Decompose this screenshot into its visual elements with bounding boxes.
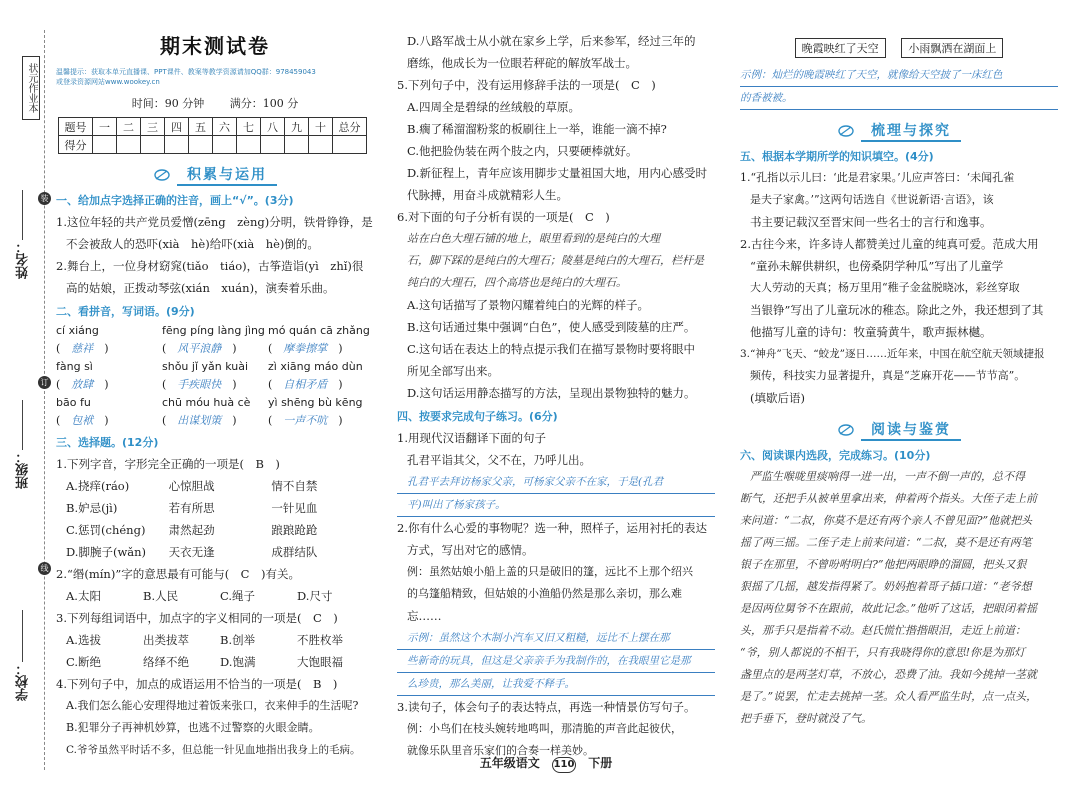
- exam-meta: 时间：90 分钟 满分：100 分: [131, 97, 299, 110]
- answer-line[interactable]: 些新奇的玩具，但这是父亲亲手为我制作的，在我眼里它是那: [397, 650, 715, 673]
- class-label: 班级：: [16, 450, 31, 489]
- bind-mark-1: 装: [38, 192, 51, 205]
- column-middle: D.八路军战士从小就在家乡上学，后来参军，经过三年的 磨练，他成长为一位眼若秤砣的解放军战士。 5.下列句子中，没有运用修辞手法的一项是( C ) A.四周全是碧绿的丝绒般的草原。 B.瘸了稀溜溜粉浆的板刷往上一举，谁能一滴不掉? C.他把脸伪装在两个肢之内，只要硬棒就好。 D.新征程上，青年应该用脚步丈量祖国大地，用内心感受时 代脉搏，用奋斗成就精彩人生。 6.对下面的句子分析有误的一项是( C ) 站在白色大理石铺的地上，眼里看到的是纯白的大理 石，脚下踩的是纯白的大理石；陵墓是纯白的大理石，栏杆是 纯白的大理石，四个高塔也是纯白的大理石。 A.这句话描写了景物闪耀着纯白的光辉的样子。 B.这句话通过集中强调“白色”，使人感受到陵墓的庄严。 C.这句话在表达上的特点提示我们在描写景物时要将眼中 所见全部写出来。 D.这句话运用静态描写的方法，呈现出景物独特的魅力。 四、按要求完成句子练习。(6分) 1.用现代汉语翻译下面的句子 孔君平诣其父，父不在，乃呼儿出。 孔君平去拜访杨家父亲，可杨家父亲不在家，于是(孔君 平)叫出了杨家孩子。 2.你有什么心爱的事物呢？选一种，照样子，运用衬托的表达 方式，写出对它的感情。 例：虽然姑娘小船上盖的只是破旧的篷，远比不上那个绍兴 的乌篷船精致，但姑娘的小渔船仍然是那么亲切，那么难 忘…… 示例：虽然这个木制小汽车又旧又粗糙，远比不上摆在那 些新奇的玩具，但这是父亲亲手为我制作的，在我眼里它是那 么珍贵，那么美丽，让我爱不释手。 3.读句子，体会句子的表达特点，再选一种情景仿写句子。 例：小鸟们在枝头婉转地鸣叫，那清脆的声音此起彼伏， 就像乐队里音乐家们的合奏一样美妙。: [397, 30, 715, 762]
- score-table: [58, 117, 367, 154]
- section-banner-1: 积累与运用: [56, 164, 374, 186]
- bind-mark-2: 订: [38, 376, 51, 389]
- answer-line[interactable]: 么珍贵，那么美丽，让我爱不释手。: [397, 673, 715, 696]
- part5-heading: 五、根据本学期所学的知识填空。(4分): [740, 150, 934, 163]
- binding-margin: [0, 0, 50, 789]
- answer-line[interactable]: 示例：灿烂的晚霞映红了天空，就像给天空披了一床红色: [740, 64, 1058, 87]
- part2-heading: 二、看拼音，写词语。(9分): [56, 305, 195, 318]
- column-right: 晚霞映红了天空 小雨飘洒在湖面上 示例：灿烂的晚霞映红了天空，就像给天空披了一床红色 的香被被。 梳理与探究 五、根据本学期所学的知识填空。(4分) 1.“孔指以示儿曰：‘此是君家果。’儿应声答曰：‘未闻孔雀 是夫子家禽。’”这两句话选自《世说新语·言语》，该 书主要记载汉至晋宋间一些名士的言行和逸事。 2.古往今来，许多诗人都赞美过儿童的纯真可爱。范成大用 “童孙未解供耕织，也傍桑阴学种瓜”写出了儿童学 大人劳动的天真；杨万里用“稚子金盆脱晓冰，彩丝穿取 当银铮”写出了儿童玩冰的稚态。除此之外，我还想到了其 他描写儿童的诗句：牧童骑黄牛，歌声振林樾。 3.“神舟”飞天、“蛟龙”逐日……近年来，中国在航空航天领域捷报 频传，科技实力显著提升，真是“芝麻开花——节节高”。 (填歇后语) 阅读与鉴赏 六、阅读课内选段，完成练习。(10分) 严监生喉咙里痰响得一进一出，一声不倒一声的，总不得 断气，还把手从被单里拿出来，伸着两个指头。大侄子走上前 来问道：“二叔，你莫不是还有两个亲人不曾见面?”他就把头 摇了两三摇。二侄子走上前来问道：“二叔，莫不是还有两笔 银子在那里，不曾吩咐明白?”他把两眼睁的溜圆，把头又狠 狠摇了几摇，越发指得紧了。奶妈抱着哥子插口道：“老爷想 是因两位舅爷不在跟前，故此记念。”他听了这话，把眼闭着摇 头，那手只是指着不动。赵氏慌忙揩揩眼泪，走近上前道： “爷，别人都说的不相干，只有我晓得你的意思!你是为那灯 盏里点的是两茎灯草，不放心，恐费了油。我如今挑掉一茎就 是了。”说罢，忙走去挑掉一茎。众人看严监生时，点一点头， 把手垂下，登时就没了气。: [740, 38, 1058, 730]
- cut-line: [44, 30, 45, 770]
- scene-tags: 晚霞映红了天空 小雨飘洒在湖面上: [740, 38, 1058, 58]
- name-label: 姓名：: [16, 240, 31, 279]
- brand-stamp: 状元作业本: [22, 56, 40, 120]
- answer-line[interactable]: 平)叫出了杨家孩子。: [397, 494, 715, 517]
- part1-heading: 一、给加点字选择正确的注音，画上“√”。(3分): [56, 194, 294, 207]
- score-header-row: 题号 一 二 三 四 五 六 七 八 九 十 总分: [59, 118, 367, 136]
- name-line: [22, 190, 23, 240]
- resource-hint: 温馨提示：获取本单元直播课、PPT课件、教案等教学资源请加QQ群：978459043 或登录资源网站www.wookey.cn: [56, 68, 316, 86]
- answer-row: ( 慈祥 ) ( 风平浪静 ) ( 摩拳擦掌 ): [56, 342, 343, 355]
- answer-line[interactable]: 孔君平去拜访杨家父亲，可杨家父亲不在家，于是(孔君: [397, 471, 715, 494]
- part4-heading: 四、按要求完成句子练习。(6分): [397, 410, 558, 423]
- school-line: [22, 610, 23, 662]
- answer-line[interactable]: 示例：虽然这个木制小汽车又旧又粗糙，远比不上摆在那: [397, 627, 715, 650]
- section-banner-2: 梳理与探究: [740, 120, 1058, 142]
- column-left: 期末测试卷 温馨提示：获取本单元直播课、PPT课件、教案等教学资源请加QQ群：978459043 或登录资源网站www.wookey.cn 时间：90 分钟 满分：100 分 题号 一 二 三 四 五 六 七 八 九 十 总分 得分 积累与运用 一、给加点字选择正确的注音，画上“√”。(3分) 1.这位年轻的共产党员爱憎(zēng zèng)分明，铁骨铮铮，是 不会被敌人的恐吓(xià hè)给吓(xià hè)倒的。 2.舞台上，一位身材窈窕(tiǎo tiáo)，古筝造诣(yì zhǐ)很 高的姑娘，正拨动琴弦(xián xuán)，演奏着乐曲。 二、看拼音，写词语。(9分) cí xiáng fēng píng làng jìng mó quán cā zhǎng ( 慈祥 ) ( 风平浪静 ) ( 摩拳擦掌 ) fàng sì shǒu jǐ yǎn kuài zì xiāng máo dùn ( 放肆 ) ( 手疾眼快 ) ( 自相矛盾 ) bāo fu chū móu huà cè yì shēng bù kēng ( 包袱 ) ( 出谋划策 ) ( 一声不吭 ) 三、选择题。(12分) 1.下列字音，字形完全正确的一项是( B ) A.挠痒(ráo) 心惊胆战 情不自禁 B.妒忌(jì) 若有所思 一针见血 C.惩罚(chéng) 肃然起劲 踉踉跄跄 D.脚腕子(wǎn) 天衣无逢 成群结队 2.“缗(mín)”字的意思最有可能与( C )有关。 A.太阳 B.人民 C.绳子 D.尺寸 3.下列每组词语中，加点字的字义相同的一项是( C ) A.选拔 出类拔萃 B.创举 不胜枚举 C.断绝 络绎不绝 D.饱满 大饱眼福 4.下列句子中，加点的成语运用不恰当的一项是( B ) A.我们怎么能心安理得地过着饭来张口，衣来伸手的生活呢? B.犯罪分子再神机妙算，也逃不过警察的火眼金睛。 C.爷爷虽然平时话不多，但总能一针见血地指出我身上的毛病。: [56, 30, 374, 761]
- school-label: 学校：: [16, 662, 31, 701]
- exam-title: 期末测试卷: [160, 34, 270, 58]
- score-value-row: 得分: [59, 136, 367, 154]
- bind-mark-3: 线: [38, 562, 51, 575]
- leaf-icon: [153, 168, 171, 182]
- part6-heading: 六、阅读课内选段，完成练习。(10分): [740, 449, 931, 462]
- pinyin-row: fàng sì shǒu jǐ yǎn kuài zì xiāng máo dùn: [56, 360, 363, 373]
- answer-line[interactable]: 的香被被。: [740, 87, 1058, 110]
- part3-heading: 三、选择题。(12分): [56, 436, 159, 449]
- leaf-icon: [837, 423, 855, 437]
- pinyin-row: bāo fu chū móu huà cè yì shēng bù kēng: [56, 396, 363, 409]
- class-line: [22, 400, 23, 450]
- answer-row: ( 放肆 ) ( 手疾眼快 ) ( 自相矛盾 ): [56, 378, 343, 391]
- answer-row: ( 包袱 ) ( 出谋划策 ) ( 一声不吭 ): [56, 414, 343, 427]
- leaf-icon: [837, 124, 855, 138]
- pinyin-row: cí xiáng fēng píng làng jìng mó quán cā zhǎng: [56, 324, 370, 337]
- page-number: 110: [552, 757, 576, 773]
- page-footer: 五年级语文 110 下册: [446, 754, 646, 773]
- section-banner-3: 阅读与鉴赏: [740, 419, 1058, 441]
